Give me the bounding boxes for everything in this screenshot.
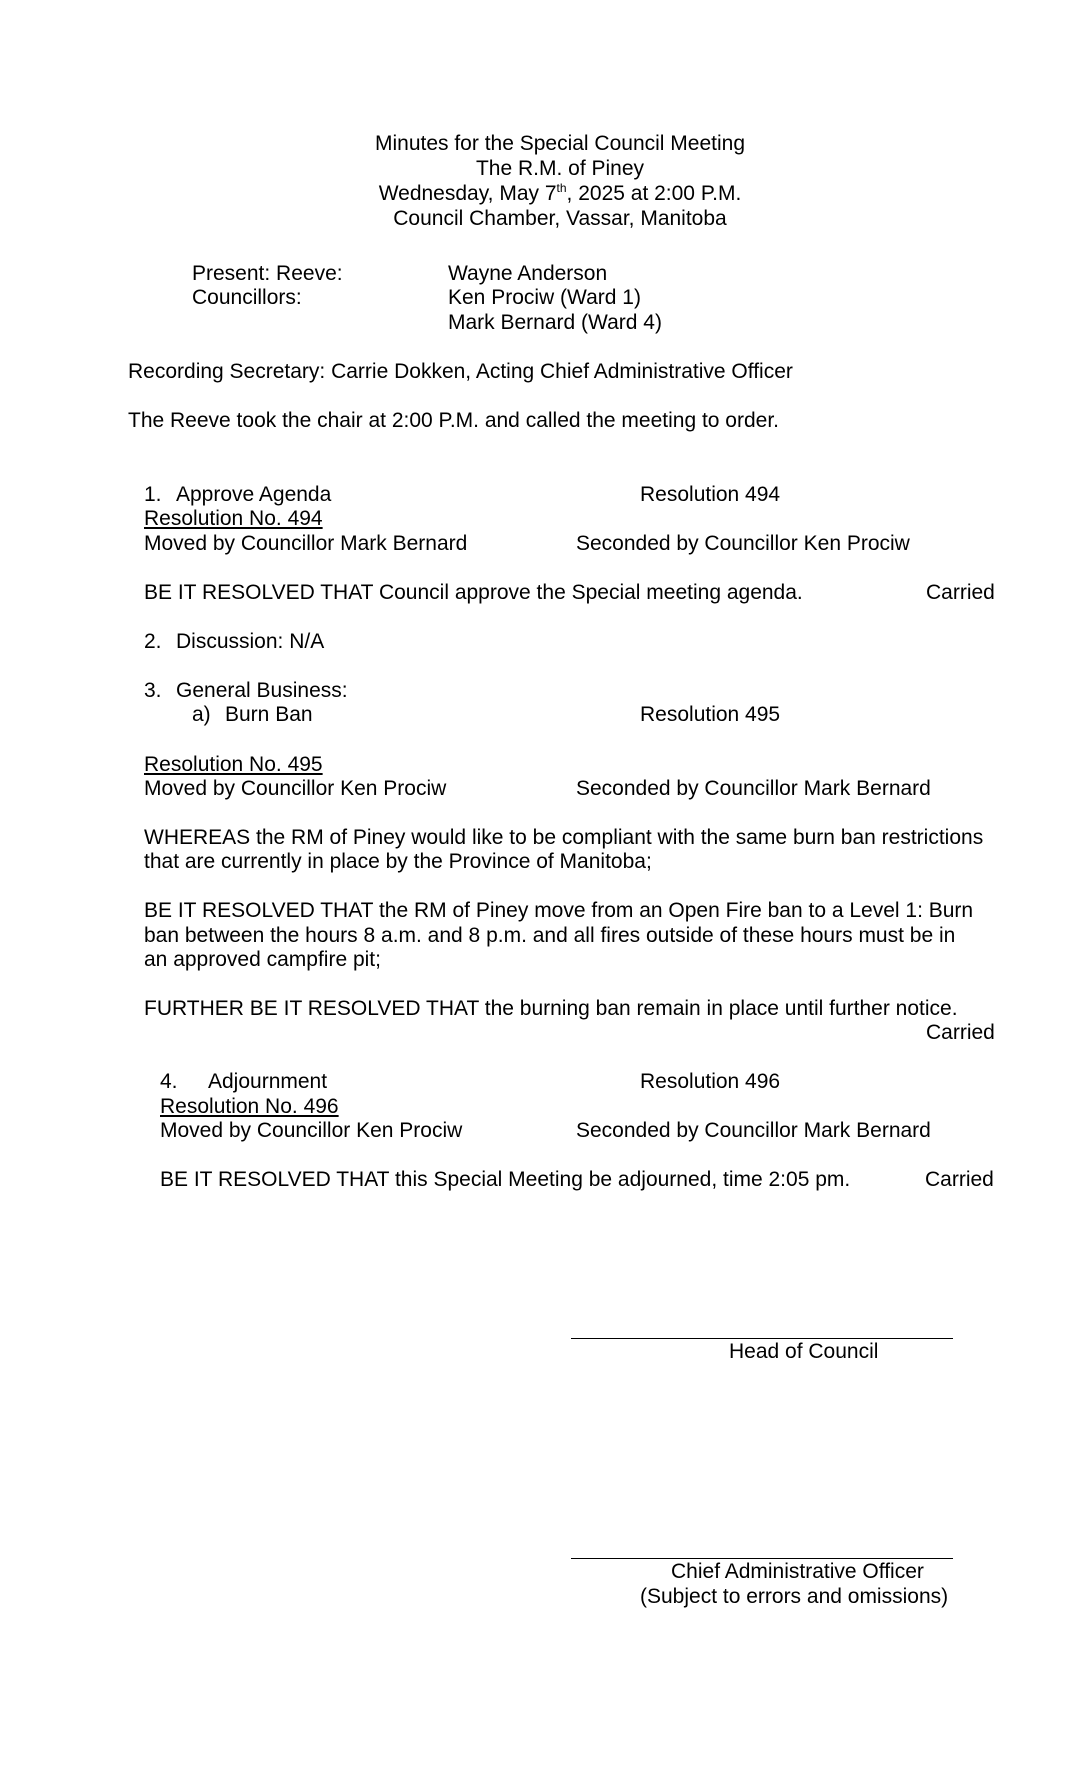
councillor-ward-4: Mark Bernard (Ward 4) [448,311,662,334]
document-title: Minutes for the Special Council Meeting [374,132,746,155]
resolution-496-moved: Moved by Councillor Ken Prociw [160,1119,463,1142]
councillor-ward-1: Ken Prociw (Ward 1) [448,286,641,309]
item-1-number: 1. [144,483,162,506]
resolution-496-heading: Resolution No. 496 [160,1095,339,1118]
head-of-council-label: Head of Council [729,1340,879,1363]
call-to-order: The Reeve took the chair at 2:00 P.M. and called the meeting to order. [128,409,780,432]
item-4-number: 4. [160,1070,178,1093]
item-3-number: 3. [144,679,162,702]
item-1-resolution-ref: Resolution 494 [640,483,781,506]
item-2-number: 2. [144,630,162,653]
resolution-494-heading: Resolution No. 494 [144,507,323,530]
resolution-494-seconded: Seconded by Councillor Ken Prociw [576,532,910,555]
councillors-label: Councillors: [192,286,302,309]
resolution-496-seconded: Seconded by Councillor Mark Bernard [576,1119,931,1142]
item-3a-title: Burn Ban [225,703,313,726]
resolution-495-resolved-line-3: an approved campfire pit; [144,948,381,971]
cao-label: Chief Administrative Officer [671,1560,924,1583]
item-1-title: Approve Agenda [176,483,332,506]
item-4-resolution-ref: Resolution 496 [640,1070,781,1093]
recording-secretary: Recording Secretary: Carrie Dokken, Acting Chief Administrative Officer [128,360,793,383]
errors-omissions-note: (Subject to errors and omissions) [640,1585,949,1608]
meeting-location: Council Chamber, Vassar, Manitoba [393,207,727,230]
reeve-label: Present: Reeve: [192,262,343,285]
item-3a-resolution-ref: Resolution 495 [640,703,781,726]
resolution-495-whereas-line-2: that are currently in place by the Province of Manitoba; [144,850,652,873]
meeting-date: Wednesday, May 7th, 2025 at 2:00 P.M. [378,181,742,205]
reeve-name: Wayne Anderson [448,262,608,285]
municipality-name: The R.M. of Piney [475,157,645,180]
resolution-495-resolved-line-2: ban between the hours 8 a.m. and 8 p.m. and all fires outside of these hours must be in [144,924,956,947]
resolution-495-resolved-line-1: BE IT RESOLVED THAT the RM of Piney move from an Open Fire ban to a Level 1: Burn [144,899,974,922]
resolution-495-further: FURTHER BE IT RESOLVED THAT the burning ban remain in place until further notice. [144,997,958,1020]
item-4-title: Adjournment [208,1070,328,1093]
resolution-495-status: Carried [926,1021,995,1044]
resolution-495-whereas-line-1: WHEREAS the RM of Piney would like to be compliant with the same burn ban restrictions [144,826,984,849]
resolution-494-status: Carried [926,581,995,604]
resolution-495-moved: Moved by Councillor Ken Prociw [144,777,447,800]
resolution-494-text: BE IT RESOLVED THAT Council approve the Special meeting agenda. [144,581,803,604]
item-3a-letter: a) [192,703,211,726]
resolution-496-text: BE IT RESOLVED THAT this Special Meeting be adjourned, time 2:05 pm. [160,1168,851,1191]
resolution-495-seconded: Seconded by Councillor Mark Bernard [576,777,931,800]
resolution-494-moved: Moved by Councillor Mark Bernard [144,532,468,555]
resolution-496-status: Carried [925,1168,994,1191]
item-3-title: General Business: [176,679,348,702]
resolution-495-heading: Resolution No. 495 [144,753,323,776]
item-2-title: Discussion: N/A [176,630,325,653]
